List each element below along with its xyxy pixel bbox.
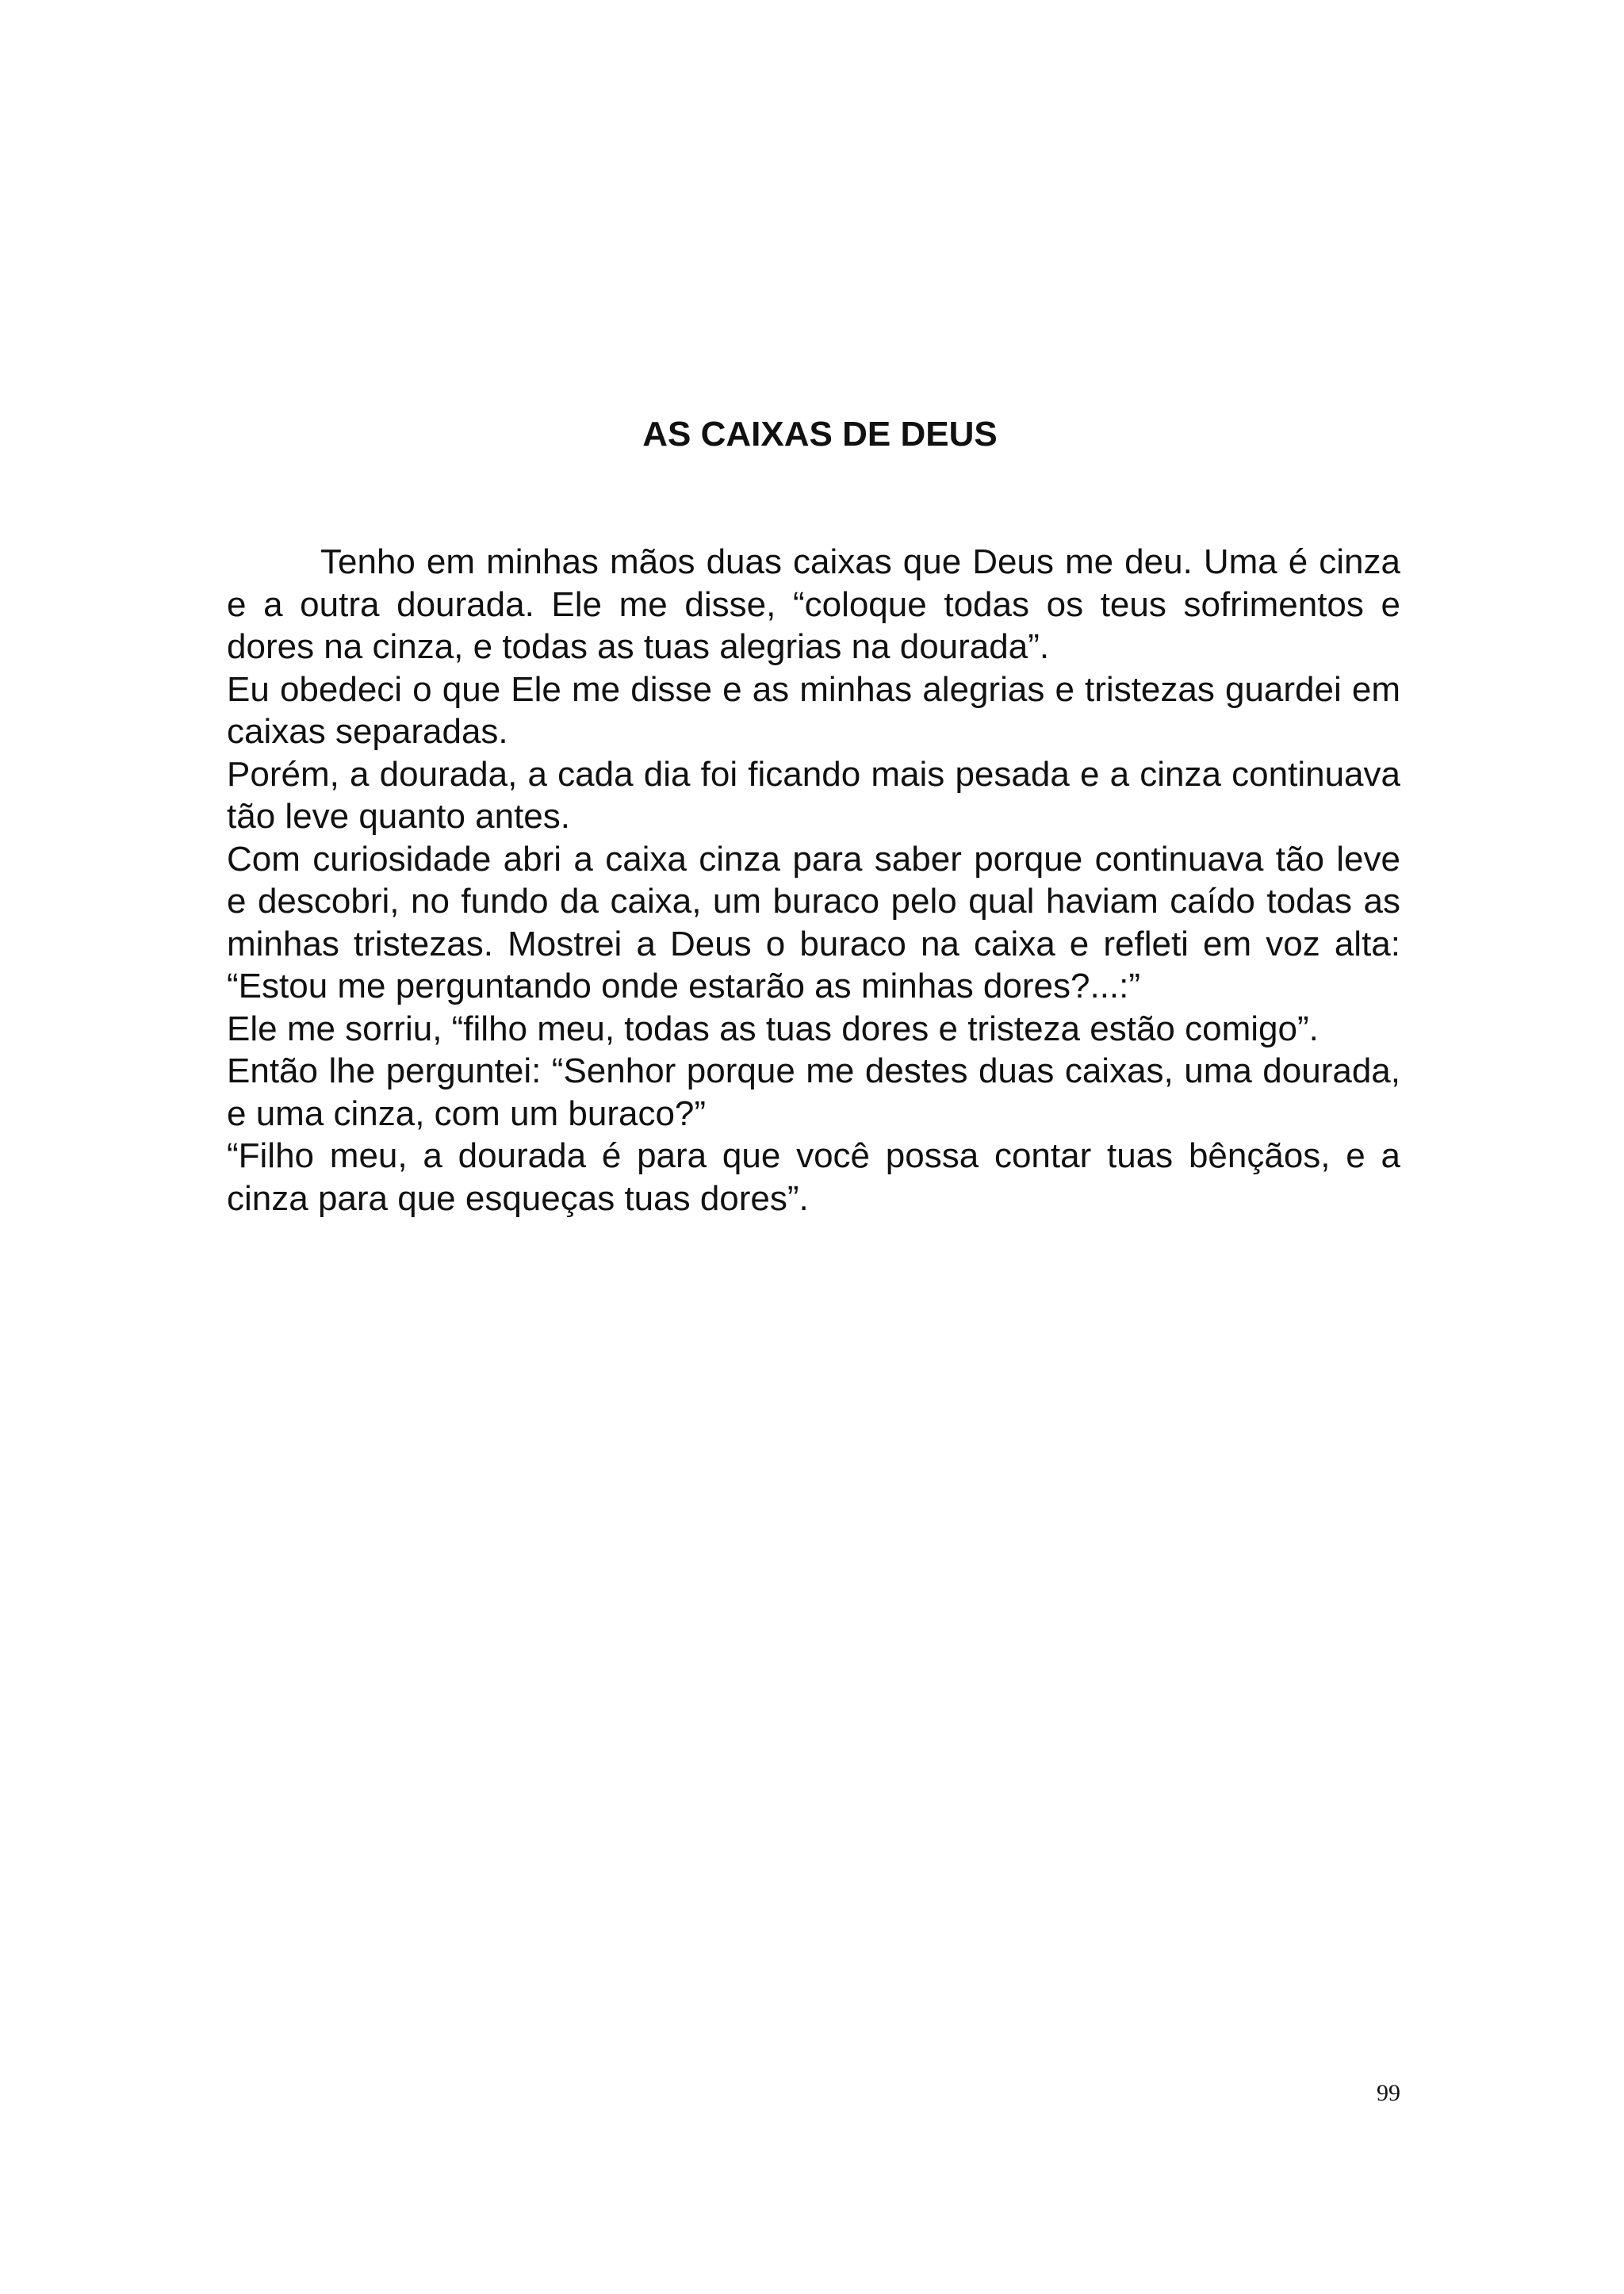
- paragraph: Ele me sorriu, “filho meu, todas as tuas dores e tristeza estão comigo”.: [227, 1009, 1319, 1048]
- paragraph: Com curiosidade abri a caixa cinza para saber porque continuava tão leve e descobri, no fundo da caixa, um buraco pelo qual haviam caído todas as minhas tristezas. Mostrei a Deus o buraco na caixa e refleti em voz alta: “Estou me perguntando onde estarão as minhas dores?...:”: [227, 839, 1400, 1005]
- body-text: [227, 541, 1400, 1220]
- page-title: AS CAIXAS DE DEUS: [642, 415, 998, 454]
- paragraph: Porém, a dourada, a cada dia foi ficando mais pesada e a cinza continuava tão leve quanto antes.: [227, 754, 1400, 836]
- paragraph: Então lhe perguntei: “Senhor porque me destes duas caixas, uma dourada, e uma cinza, com um buraco?”: [227, 1051, 1400, 1133]
- paragraph: Eu obedeci o que Ele me disse e as minhas alegrias e tristezas guardei em caixas separadas.: [227, 669, 1400, 751]
- paragraph: “Filho meu, a dourada é para que você possa contar tuas bênçãos, e a cinza para que esqueças tuas dores”.: [227, 1136, 1400, 1218]
- paragraph: Tenho em minhas mãos duas caixas que Deus me deu. Uma é cinza e a outra dourada. Ele me disse, “coloque todas os teus sofrimentos e dores na cinza, e todas as tuas alegrias na dourada”.: [227, 542, 1400, 666]
- page-number: 99: [1377, 2080, 1400, 2106]
